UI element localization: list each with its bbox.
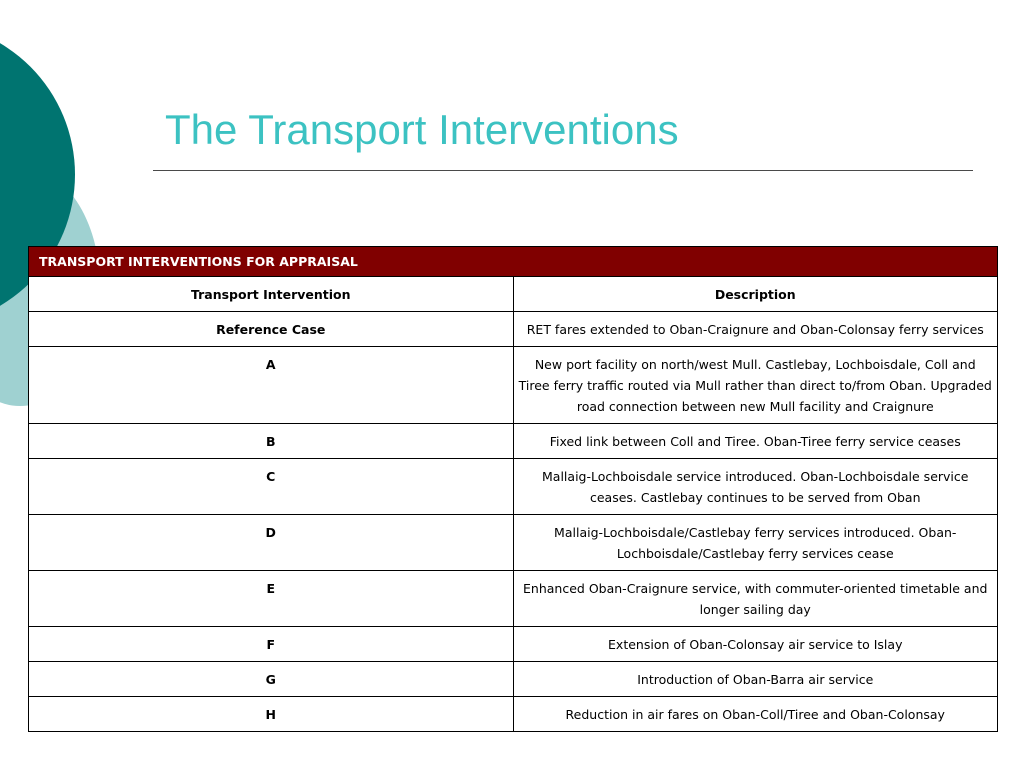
intervention-id-cell: H bbox=[29, 697, 514, 732]
table-row bbox=[29, 312, 998, 347]
column-header-description: Description bbox=[513, 277, 998, 312]
intervention-id-cell: F bbox=[29, 627, 514, 662]
intervention-description-cell: RET fares extended to Oban-Craignure and Oban-Colonsay ferry services bbox=[513, 312, 998, 347]
table-row bbox=[29, 662, 998, 697]
interventions-table bbox=[28, 246, 998, 732]
table-row bbox=[29, 515, 998, 571]
title-divider bbox=[153, 170, 973, 171]
table-caption: TRANSPORT INTERVENTIONS FOR APPRAISAL bbox=[29, 247, 998, 277]
intervention-id-cell: E bbox=[29, 571, 514, 627]
intervention-id-cell: A bbox=[29, 347, 514, 424]
intervention-description-cell: Reduction in air fares on Oban-Coll/Tiree and Oban-Colonsay bbox=[513, 697, 998, 732]
intervention-id-cell: B bbox=[29, 424, 514, 459]
table-row bbox=[29, 347, 998, 424]
intervention-description-cell: Introduction of Oban-Barra air service bbox=[513, 662, 998, 697]
interventions-table-container bbox=[28, 246, 998, 732]
intervention-id-cell: Reference Case bbox=[29, 312, 514, 347]
intervention-id-cell: D bbox=[29, 515, 514, 571]
table-row bbox=[29, 697, 998, 732]
intervention-description-cell: Mallaig-Lochboisdale service introduced. Oban-Lochboisdale service ceases. Castlebay continues to be served from Oban bbox=[513, 459, 998, 515]
table-row bbox=[29, 424, 998, 459]
intervention-id-cell: C bbox=[29, 459, 514, 515]
table-row bbox=[29, 627, 998, 662]
table-row bbox=[29, 459, 998, 515]
table-header-row bbox=[29, 277, 998, 312]
intervention-description-cell: Mallaig-Lochboisdale/Castlebay ferry services introduced. Oban-Lochboisdale/Castlebay ferry services cease bbox=[513, 515, 998, 571]
interventions-table-body bbox=[29, 247, 998, 732]
intervention-description-cell: Enhanced Oban-Craignure service, with commuter-oriented timetable and longer sailing day bbox=[513, 571, 998, 627]
intervention-description-cell: Extension of Oban-Colonsay air service to Islay bbox=[513, 627, 998, 662]
intervention-description-cell: New port facility on north/west Mull. Castlebay, Lochboisdale, Coll and Tiree ferry traffic routed via Mull rather than direct to/from Oban. Upgraded road connection between new Mull facility and Craignure bbox=[513, 347, 998, 424]
slide-title: The Transport Interventions bbox=[165, 106, 679, 153]
intervention-id-cell: G bbox=[29, 662, 514, 697]
table-row bbox=[29, 571, 998, 627]
table-caption-row bbox=[29, 247, 998, 277]
column-header-intervention: Transport Intervention bbox=[29, 277, 514, 312]
intervention-description-cell: Fixed link between Coll and Tiree. Oban-Tiree ferry service ceases bbox=[513, 424, 998, 459]
